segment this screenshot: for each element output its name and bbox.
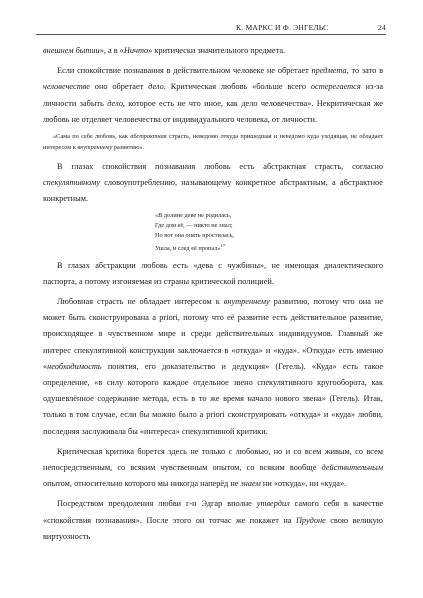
poem-quote <box>155 211 383 253</box>
italic-span: необходимость <box>47 361 102 371</box>
paragraph-3 <box>43 159 383 208</box>
text-span: , которое есть не что иное, как дело человечества». Некритическая же любовь не отделяет человечества от индивидуального человека, от личности. <box>43 98 383 124</box>
text-span: «Сама по себе любовь, как <box>53 133 131 141</box>
page-body <box>43 43 383 549</box>
italic-span: внутреннему <box>77 143 113 151</box>
text-span: понятия, его доказательство и дедукция» (Гегель). «Куда» есть такое определение, «в силу которого каждое отдельное звено спекулятивного кругооборота, как одушевлённое содержание метода, есть в то же время начало нового звена» (Гегель). Итак, только в том случае, если бы можно было a priori сконструировать «откуда» и «куда» любви, последняя заслуживала бы «интереса» спекулятивной критики. <box>43 361 383 436</box>
poem-line-1: «В долине деве не родилась, <box>155 212 232 220</box>
text-span: Любовная страсть не обладает интересом к <box>57 296 224 306</box>
italic-span: Прудоне <box>295 515 326 525</box>
paragraph-6 <box>43 444 383 493</box>
text-span: словоупотреблению, называющему конкретное абстрактным, а абстрактное конкретным. <box>43 177 383 204</box>
italic-span: знаем <box>240 479 261 489</box>
italic-span: абстрактная <box>130 133 167 141</box>
text-span: Если спокойствие познавания в действительном человеке не обретает <box>57 66 312 76</box>
italic-span: дело <box>148 82 164 92</box>
poem-line-4 <box>155 241 383 254</box>
paragraph-2 <box>43 63 383 128</box>
italic-span: спекулятивному <box>43 177 100 187</box>
italic-span: предмета <box>311 66 347 76</box>
italic-span: человечестве <box>43 82 90 92</box>
text-span: оно обретает <box>89 82 149 92</box>
page-header <box>36 23 386 37</box>
poem-line-3: Но вот она опять простилась, <box>155 231 235 239</box>
paragraph-7 <box>43 496 383 545</box>
paragraph-4: В глазах абстракции любовь есть «дева с чужбины», не имеющая диалектического паспорта, а потому изгоняемая из страны критической полицией. <box>43 260 383 286</box>
text-span: страсть, неведомо откуда пришедшая и неведомо куда уходящая, не обладает интересом к <box>43 133 384 151</box>
italic-span: Ничто <box>123 46 149 55</box>
paragraph-5 <box>43 294 383 440</box>
italic-span: действительным <box>321 462 383 472</box>
poem-line-2: Где дом её, — никто не знал; <box>155 222 233 230</box>
text-span: » критически значительного предмета. <box>148 46 286 55</box>
italic-span: остерегается <box>310 82 361 92</box>
running-title: К. МАРКС И Ф. ЭНГЕЛЬС <box>236 23 329 32</box>
footnote-marker: 17 <box>220 242 226 248</box>
text-span: самого себя в качестве «спокойствия познавания». После этого он тотчас же покажет на <box>43 499 384 525</box>
text-span: ни «откуда», ни «куда». <box>260 479 347 489</box>
italic-span: внешнем бытии <box>43 46 100 55</box>
text-span: опытом, относительно которого мы никогда наперёд не <box>43 479 241 489</box>
text-span: свою великую виртуозность <box>43 515 383 541</box>
text-span: из-за личности забыть <box>43 82 383 108</box>
text-span: Ушла, и след её пропал» <box>155 244 221 252</box>
text-span: В глазах спокойствия познавания любовь есть абстрактная страсть, согласно <box>57 161 383 171</box>
italic-span: утвердил <box>256 499 290 509</box>
block-quote <box>43 132 383 154</box>
page-number: 24 <box>378 23 386 32</box>
text-span: Критическая критика борется здесь не только с любовью, но и со всем живым, со всем непосредственным, со всяким чувственным опытом, со всяким вообще <box>43 446 383 472</box>
text-span: развитию, потому что она не может быть сконструирована a priori, потому что её развитие есть действительное развитие, происходящее в чувственном мире и среди действительных индивидуумов. Главный же интерес спекулятивной конструкции заключается в «откуда» и «куда». «Откуда» есть именно « <box>43 296 383 371</box>
text-span: Посредством преодоления любви г-н Эдгар вполне <box>57 499 257 509</box>
text-span: , то зато в <box>346 66 383 76</box>
text-span: », а в « <box>99 46 124 55</box>
paragraph-1 <box>43 43 383 59</box>
header-rule <box>36 34 386 35</box>
italic-span: дело <box>107 98 123 108</box>
italic-span: внутреннему <box>223 296 270 306</box>
text-span: . Критическая любовь «больше всего <box>163 82 311 92</box>
text-span: развитию». <box>112 143 145 151</box>
